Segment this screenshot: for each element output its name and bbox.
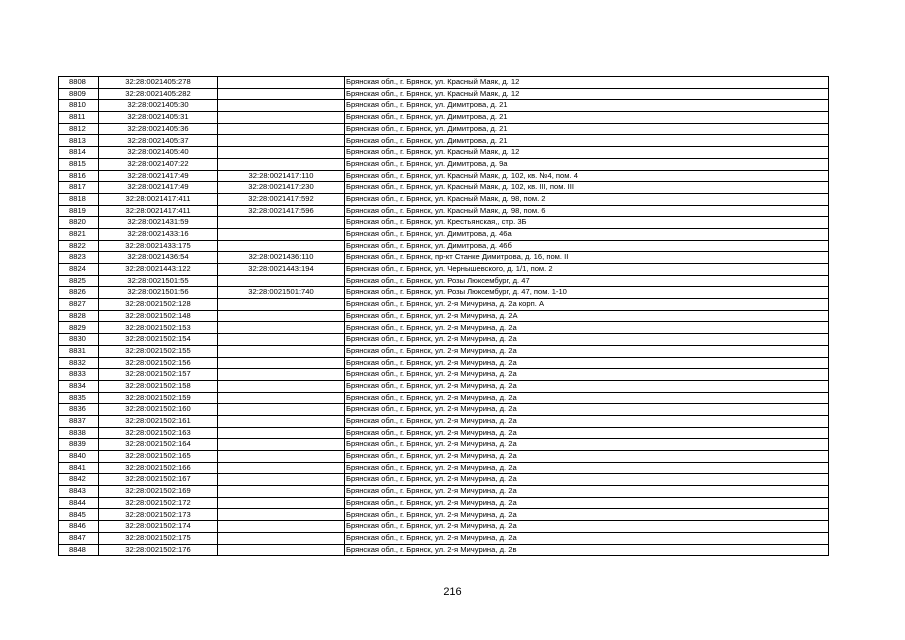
room-cadastral-number-cell: 32:28:0021436:110 [218,252,345,264]
cadastral-number-cell: 32:28:0021502:160 [99,404,218,416]
row-number-cell: 8847 [59,532,99,544]
room-cadastral-number-cell [218,392,345,404]
row-number-cell: 8823 [59,252,99,264]
cadastral-number-cell: 32:28:0021501:56 [99,287,218,299]
table-row [59,100,829,112]
row-number-cell: 8810 [59,100,99,112]
cadastral-number-cell: 32:28:0021433:175 [99,240,218,252]
address-cell: Брянская обл., г. Брянск, ул. Димитрова, д. 46а [345,228,829,240]
room-cadastral-number-cell [218,275,345,287]
row-number-cell: 8831 [59,345,99,357]
table-row [59,451,829,463]
cadastral-number-cell: 32:28:0021502:172 [99,497,218,509]
table-row [59,170,829,182]
table-row [59,427,829,439]
address-cell: Брянская обл., г. Брянск, ул. Димитрова, д. 21 [345,100,829,112]
address-cell: Брянская обл., г. Брянск, ул. 2-я Мичурина, д. 2а [345,322,829,334]
cadastral-number-cell: 32:28:0021502:175 [99,532,218,544]
row-number-cell: 8812 [59,123,99,135]
room-cadastral-number-cell [218,415,345,427]
address-cell: Брянская обл., г. Брянск, ул. Красный Маяк, д. 102, кв. №4, пом. 4 [345,170,829,182]
row-number-cell: 8845 [59,509,99,521]
address-cell: Брянская обл., г. Брянск, ул. Красный Маяк, д. 98, пом. 6 [345,205,829,217]
table-row [59,521,829,533]
table-row [59,205,829,217]
row-number-cell: 8834 [59,380,99,392]
room-cadastral-number-cell: 32:28:0021443:194 [218,264,345,276]
row-number-cell: 8828 [59,310,99,322]
cadastral-number-cell: 32:28:0021502:158 [99,380,218,392]
address-cell: Брянская обл., г. Брянск, ул. 2-я Мичурина, д. 2а [345,334,829,346]
room-cadastral-number-cell [218,123,345,135]
address-cell: Брянская обл., г. Брянск, ул. 2-я Мичурина, д. 2а [345,462,829,474]
room-cadastral-number-cell [218,462,345,474]
table-row [59,369,829,381]
address-cell: Брянская обл., г. Брянск, ул. 2-я Мичурина, д. 2а [345,451,829,463]
table-row [59,486,829,498]
table-row [59,357,829,369]
cadastral-number-cell: 32:28:0021502:156 [99,357,218,369]
address-cell: Брянская обл., г. Брянск, ул. 2-я Мичурина, д. 2а корп. А [345,299,829,311]
room-cadastral-number-cell [218,497,345,509]
table-row [59,404,829,416]
table-row [59,439,829,451]
room-cadastral-number-cell [218,228,345,240]
room-cadastral-number-cell: 32:28:0021417:110 [218,170,345,182]
cadastral-number-cell: 32:28:0021417:411 [99,205,218,217]
room-cadastral-number-cell [218,427,345,439]
address-cell: Брянская обл., г. Брянск, ул. 2-я Мичурина, д. 2а [345,474,829,486]
address-cell: Брянская обл., г. Брянск, ул. 2-я Мичурина, д. 2а [345,404,829,416]
address-cell: Брянская обл., г. Брянск, ул. Димитрова, д. 21 [345,123,829,135]
table-row [59,380,829,392]
table-row [59,252,829,264]
room-cadastral-number-cell [218,380,345,392]
cadastral-number-cell: 32:28:0021433:16 [99,228,218,240]
row-number-cell: 8811 [59,112,99,124]
row-number-cell: 8836 [59,404,99,416]
address-cell: Брянская обл., г. Брянск, ул. 2-я Мичурина, д. 2а [345,486,829,498]
table-row [59,299,829,311]
table-row [59,88,829,100]
address-cell: Брянская обл., г. Брянск, ул. 2-я Мичурина, д. 2а [345,521,829,533]
address-cell: Брянская обл., г. Брянск, ул. Красный Маяк, д. 98, пом. 2 [345,193,829,205]
table-row [59,182,829,194]
table-row [59,275,829,287]
table-row [59,509,829,521]
address-cell: Брянская обл., г. Брянск, ул. Красный Маяк, д. 12 [345,88,829,100]
room-cadastral-number-cell: 32:28:0021417:230 [218,182,345,194]
address-cell: Брянская обл., г. Брянск, ул. 2-я Мичурина, д. 2а [345,345,829,357]
cadastral-number-cell: 32:28:0021502:169 [99,486,218,498]
row-number-cell: 8842 [59,474,99,486]
row-number-cell: 8822 [59,240,99,252]
room-cadastral-number-cell [218,544,345,556]
cadastral-number-cell: 32:28:0021502:165 [99,451,218,463]
table-row [59,77,829,89]
table-row [59,310,829,322]
cadastral-number-cell: 32:28:0021502:157 [99,369,218,381]
cadastral-number-cell: 32:28:0021502:161 [99,415,218,427]
room-cadastral-number-cell [218,334,345,346]
room-cadastral-number-cell [218,240,345,252]
row-number-cell: 8814 [59,147,99,159]
table-row [59,334,829,346]
address-cell: Брянская обл., г. Брянск, ул. 2-я Мичурина, д. 2а [345,427,829,439]
address-cell: Брянская обл., г. Брянск, ул. Розы Люксембург, д. 47, пом. 1-10 [345,287,829,299]
row-number-cell: 8838 [59,427,99,439]
address-cell: Брянская обл., г. Брянск, ул. 2-я Мичурина, д. 2а [345,415,829,427]
room-cadastral-number-cell [218,439,345,451]
row-number-cell: 8815 [59,158,99,170]
address-cell: Брянская обл., г. Брянск, ул. Красный Маяк, д. 12 [345,77,829,89]
table-row [59,193,829,205]
cadastral-number-cell: 32:28:0021417:411 [99,193,218,205]
address-cell: Брянская обл., г. Брянск, ул. 2-я Мичурина, д. 2а [345,532,829,544]
room-cadastral-number-cell [218,77,345,89]
row-number-cell: 8843 [59,486,99,498]
table-row [59,415,829,427]
room-cadastral-number-cell [218,486,345,498]
property-table [58,76,829,556]
table-row [59,228,829,240]
cadastral-number-cell: 32:28:0021405:282 [99,88,218,100]
cadastral-number-cell: 32:28:0021417:49 [99,182,218,194]
room-cadastral-number-cell [218,299,345,311]
address-cell: Брянская обл., г. Брянск, ул. Крестьянская,, стр. 3Б [345,217,829,229]
table-row [59,544,829,556]
address-cell: Брянская обл., г. Брянск, ул. 2-я Мичурина, д. 2а [345,439,829,451]
address-cell: Брянская обл., г. Брянск, ул. 2-я Мичурина, д. 2а [345,369,829,381]
address-cell: Брянская обл., г. Брянск, пр-кт Станке Димитрова, д. 16, пом. II [345,252,829,264]
address-cell: Брянская обл., г. Брянск, ул. 2-я Мичурина, д. 2а [345,380,829,392]
address-cell: Брянская обл., г. Брянск, ул. 2-я Мичурина, д. 2а [345,392,829,404]
cadastral-number-cell: 32:28:0021502:148 [99,310,218,322]
room-cadastral-number-cell [218,158,345,170]
row-number-cell: 8844 [59,497,99,509]
row-number-cell: 8827 [59,299,99,311]
table-row [59,287,829,299]
row-number-cell: 8816 [59,170,99,182]
cadastral-number-cell: 32:28:0021502:153 [99,322,218,334]
cadastral-number-cell: 32:28:0021407:22 [99,158,218,170]
table-row [59,112,829,124]
row-number-cell: 8821 [59,228,99,240]
room-cadastral-number-cell [218,474,345,486]
row-number-cell: 8817 [59,182,99,194]
table-row [59,158,829,170]
room-cadastral-number-cell [218,100,345,112]
table-row [59,264,829,276]
row-number-cell: 8832 [59,357,99,369]
row-number-cell: 8829 [59,322,99,334]
room-cadastral-number-cell [218,451,345,463]
row-number-cell: 8833 [59,369,99,381]
table-row [59,135,829,147]
address-cell: Брянская обл., г. Брянск, ул. Димитрова, д. 46б [345,240,829,252]
row-number-cell: 8837 [59,415,99,427]
row-number-cell: 8813 [59,135,99,147]
room-cadastral-number-cell [218,369,345,381]
address-cell: Брянская обл., г. Брянск, ул. Красный Маяк, д. 12 [345,147,829,159]
row-number-cell: 8818 [59,193,99,205]
row-number-cell: 8820 [59,217,99,229]
room-cadastral-number-cell [218,404,345,416]
room-cadastral-number-cell [218,322,345,334]
room-cadastral-number-cell [218,147,345,159]
cadastral-number-cell: 32:28:0021502:176 [99,544,218,556]
cadastral-number-cell: 32:28:0021502:159 [99,392,218,404]
row-number-cell: 8848 [59,544,99,556]
row-number-cell: 8846 [59,521,99,533]
cadastral-number-cell: 32:28:0021405:37 [99,135,218,147]
room-cadastral-number-cell [218,135,345,147]
cadastral-number-cell: 32:28:0021405:278 [99,77,218,89]
address-cell: Брянская обл., г. Брянск, ул. Розы Люксембург, д. 47 [345,275,829,287]
cadastral-number-cell: 32:28:0021502:154 [99,334,218,346]
room-cadastral-number-cell [218,521,345,533]
room-cadastral-number-cell [218,532,345,544]
cadastral-number-cell: 32:28:0021502:164 [99,439,218,451]
table-row [59,345,829,357]
cadastral-number-cell: 32:28:0021405:36 [99,123,218,135]
cadastral-number-cell: 32:28:0021405:30 [99,100,218,112]
address-cell: Брянская обл., г. Брянск, ул. Димитрова, д. 21 [345,135,829,147]
cadastral-number-cell: 32:28:0021417:49 [99,170,218,182]
table-row [59,497,829,509]
page-number: 216 [443,586,462,598]
table-row [59,240,829,252]
cadastral-number-cell: 32:28:0021405:40 [99,147,218,159]
cadastral-number-cell: 32:28:0021502:167 [99,474,218,486]
room-cadastral-number-cell [218,310,345,322]
row-number-cell: 8824 [59,264,99,276]
room-cadastral-number-cell: 32:28:0021501:740 [218,287,345,299]
address-cell: Брянская обл., г. Брянск, ул. Димитрова, д. 21 [345,112,829,124]
row-number-cell: 8819 [59,205,99,217]
row-number-cell: 8825 [59,275,99,287]
address-cell: Брянская обл., г. Брянск, ул. 2-я Мичурина, д. 2А [345,310,829,322]
cadastral-number-cell: 32:28:0021436:54 [99,252,218,264]
property-table-body [59,77,829,556]
room-cadastral-number-cell [218,217,345,229]
table-row [59,123,829,135]
cadastral-number-cell: 32:28:0021502:155 [99,345,218,357]
cadastral-number-cell: 32:28:0021502:174 [99,521,218,533]
address-cell: Брянская обл., г. Брянск, ул. Красный Маяк, д. 102, кв. III, пом. III [345,182,829,194]
row-number-cell: 8826 [59,287,99,299]
room-cadastral-number-cell [218,357,345,369]
row-number-cell: 8809 [59,88,99,100]
row-number-cell: 8840 [59,451,99,463]
cadastral-number-cell: 32:28:0021502:166 [99,462,218,474]
row-number-cell: 8830 [59,334,99,346]
room-cadastral-number-cell [218,345,345,357]
address-cell: Брянская обл., г. Брянск, ул. 2-я Мичурина, д. 2а [345,497,829,509]
cadastral-number-cell: 32:28:0021405:31 [99,112,218,124]
room-cadastral-number-cell: 32:28:0021417:596 [218,205,345,217]
row-number-cell: 8841 [59,462,99,474]
table-row [59,322,829,334]
cadastral-number-cell: 32:28:0021502:128 [99,299,218,311]
table-row [59,462,829,474]
table-row [59,532,829,544]
address-cell: Брянская обл., г. Брянск, ул. 2-я Мичурина, д. 2в [345,544,829,556]
room-cadastral-number-cell [218,88,345,100]
cadastral-number-cell: 32:28:0021502:173 [99,509,218,521]
cadastral-number-cell: 32:28:0021501:55 [99,275,218,287]
cadastral-number-cell: 32:28:0021443:122 [99,264,218,276]
row-number-cell: 8835 [59,392,99,404]
table-row [59,217,829,229]
address-cell: Брянская обл., г. Брянск, ул. 2-я Мичурина, д. 2а [345,357,829,369]
address-cell: Брянская обл., г. Брянск, ул. 2-я Мичурина, д. 2а [345,509,829,521]
table-row [59,474,829,486]
cadastral-number-cell: 32:28:0021502:163 [99,427,218,439]
room-cadastral-number-cell [218,112,345,124]
cadastral-number-cell: 32:28:0021431:59 [99,217,218,229]
row-number-cell: 8839 [59,439,99,451]
table-row [59,392,829,404]
row-number-cell: 8808 [59,77,99,89]
address-cell: Брянская обл., г. Брянск, ул. Димитрова, д. 9а [345,158,829,170]
room-cadastral-number-cell [218,509,345,521]
table-row [59,147,829,159]
room-cadastral-number-cell: 32:28:0021417:592 [218,193,345,205]
address-cell: Брянская обл., г. Брянск, ул. Чернышевского, д. 1/1, пом. 2 [345,264,829,276]
